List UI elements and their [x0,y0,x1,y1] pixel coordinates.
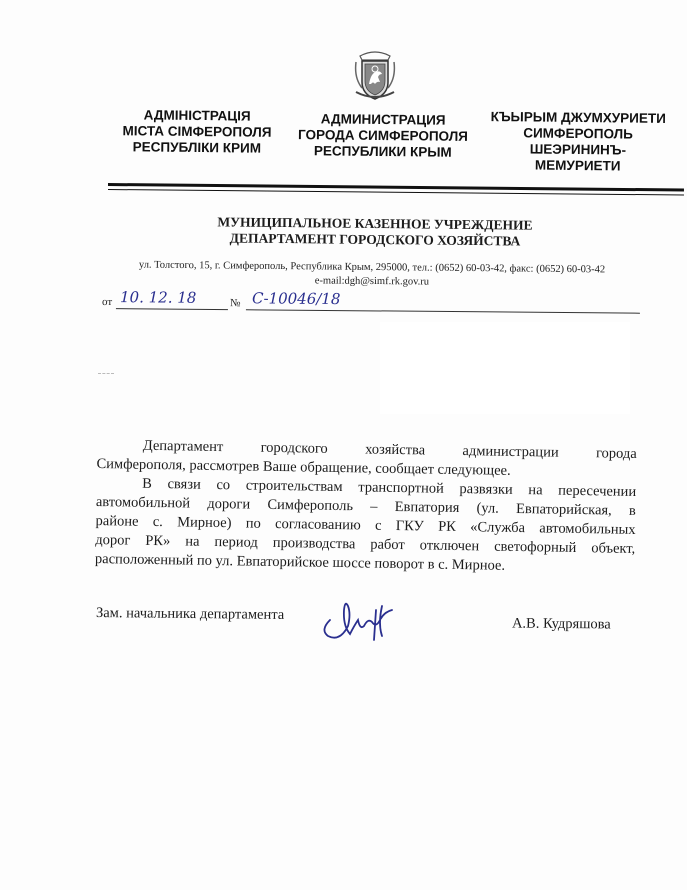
header-crimean-tatar-line: МЕМУРИЕТИ [534,157,621,174]
header-crimean-tatar-line: СИМФЕРОПОЛЬ [523,125,633,142]
body-line: районе с. Мирное) по согласованию с ГКУ РК «Служба автомобильных [95,512,636,538]
handwritten-signature-icon [318,596,400,644]
body-line: дорог РК» на период производства работ отключен светофорный объект, [95,531,636,557]
institution-address-block [112,258,632,291]
body-line: Департамент городского хозяйства администрации города [142,437,637,462]
header-ukrainian [108,107,286,157]
institution-address: ул. Толстого, 15, г. Симферополь, Республика Крым, 295000, тел.: (0652) 60-03-42, факс: (0652) 60-03-42 [138,259,606,276]
institution-name: МУНИЦИПАЛЬНОЕ КАЗЕННОЕ УЧРЕЖДЕНИЕ [217,214,533,233]
handwritten-number: С-10046/18 [251,289,341,309]
date-label: от [101,296,113,309]
header-russian-line: ГОРОДА СИМФЕРОПОЛЯ [298,127,469,144]
header-russian-line: РЕСПУБЛИКИ КРЫМ [313,143,452,160]
number-underline [246,309,640,313]
number-label: № [229,297,241,310]
header-crimean-tatar [478,109,679,175]
header-crimean-tatar-line: ШЕЭРИНИНЪ- [529,141,627,158]
header-ukrainian-line: РЕСПУБЛІКИ КРИМ [132,139,262,156]
reference-row [102,290,642,317]
header-ukrainian-line: МІСТА СІМФЕРОПОЛЯ [122,123,272,140]
header-crimean-tatar-line: КЪЫРЫМ ДЖУМХУРИЕТИ [490,109,666,126]
header-russian-line: АДМИНИСТРАЦИЯ [320,111,446,128]
body-line: В связи со строительствам транспортной развязки на пересечении [142,475,637,500]
crimea-coat-of-arms-icon [352,48,398,102]
body-line: Симферополя, рассмотрев Ваше обращение, сообщает следующее. [96,455,511,479]
department-name: ДЕПАРТАМЕНТ ГОРОДСКОГО ХОЗЯЙСТВА [229,230,521,249]
redacted-recipient-area [380,322,630,414]
date-underline [116,308,228,310]
body-line: автомобильной дороги Симферополь – Евпатория (ул. Евпаторийская, в [95,493,636,519]
signatory-name: А.В. Кудряшова [511,615,611,633]
header-russian [288,111,478,161]
scan-mark [98,373,114,375]
letter-body [95,436,637,578]
header-ukrainian-line: АДМІНІСТРАЦІЯ [143,107,251,124]
handwritten-date: 10. 12. 18 [119,288,197,307]
signatory-position: Зам. начальника департамента [95,605,285,623]
body-line: расположенный по ул. Евпаторийское шоссе поворот в с. Мирное. [94,550,506,574]
institution-email: e-mail:dgh@simf.rk.gov.ru [314,275,430,288]
